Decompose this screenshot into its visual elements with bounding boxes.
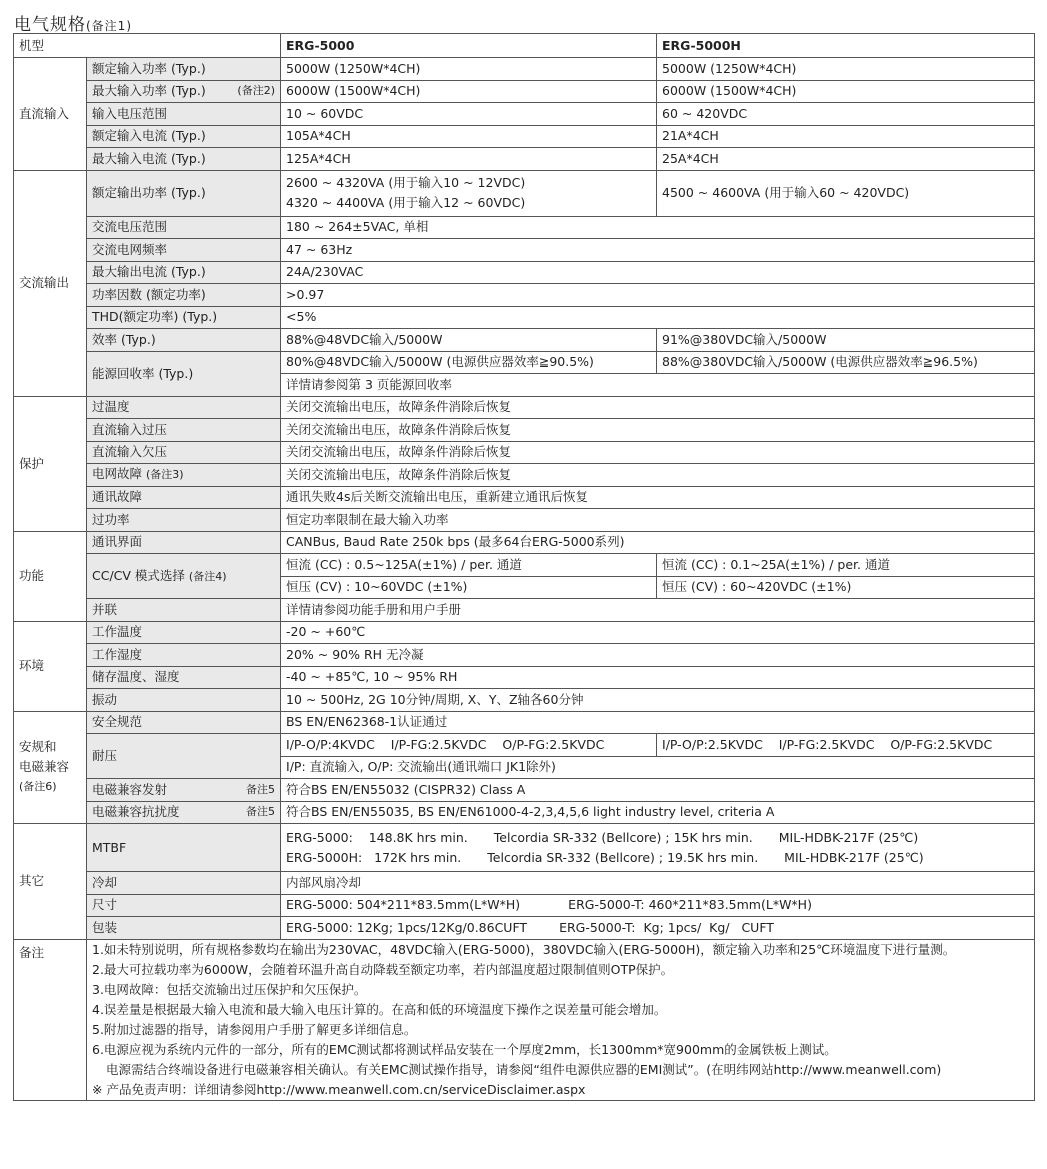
table-row [14, 284, 1035, 307]
table-row [14, 80, 1035, 103]
category-dc-input: 直流输入 [14, 58, 87, 171]
value-shared: 47 ~ 63Hz [281, 239, 1035, 262]
row-label: 工作湿度 [87, 644, 281, 667]
value-model-1: 5000W (1250W*4CH) [281, 58, 657, 81]
row-label: 输入电压范围 [87, 103, 281, 126]
value-shared: 24A/230VAC [281, 261, 1035, 284]
table-row [14, 621, 1035, 644]
page-title [14, 10, 132, 35]
row-label: 交流电网频率 [87, 239, 281, 262]
row-label: 并联 [87, 599, 281, 622]
value-model-1: 125A*4CH [281, 148, 657, 171]
value-shared: 10 ~ 500Hz, 2G 10分钟/周期, X、Y、Z轴各60分钟 [281, 689, 1035, 712]
note-6-continued: 电源需结合终端设备进行电磁兼容相关确认。有关EMC测试操作指导，请参阅“组件电源供应器的EMI测试”。(在明纬网站http://www.meanwell.com) [106, 1061, 942, 1077]
table-row [14, 396, 1035, 419]
note-tag: (备注3) [146, 468, 184, 482]
value-shared: 内部风扇冷却 [281, 872, 1035, 895]
value-shared: ERG-5000: 12Kg; 1pcs/12Kg/0.86CUFT ERG-5000-T: Kg; 1pcs/ Kg/ CUFT [281, 917, 1035, 940]
category-others: 其它 [14, 824, 87, 940]
table-row [14, 261, 1035, 284]
row-label: 尺寸 [87, 894, 281, 917]
category-environment: 环境 [14, 621, 87, 711]
table-row [14, 779, 1035, 802]
category-protection: 保护 [14, 396, 87, 531]
value-model-1: 2600 ~ 4320VA (用于输入10 ~ 12VDC) 4320 ~ 4400VA (用于输入12 ~ 60VDC) [281, 170, 657, 216]
value-model-2: 6000W (1500W*4CH) [657, 80, 1035, 103]
row-label: 储存温度、湿度 [87, 666, 281, 689]
value-shared: I/P: 直流输入, O/P: 交流输出(通讯端口 JK1除外) [281, 756, 1035, 779]
table-row [14, 125, 1035, 148]
row-label: 工作温度 [87, 621, 281, 644]
row-label: 最大输出电流 (Typ.) [87, 261, 281, 284]
note-5: 5.附加过滤器的指导，请参阅用户手册了解更多详细信息。 [92, 1021, 417, 1037]
header-label: 机型 [14, 34, 281, 58]
header-model-2: ERG-5000H [657, 34, 1035, 58]
value-model-2: 5000W (1250W*4CH) [657, 58, 1035, 81]
row-label: 振动 [87, 689, 281, 712]
table-row [14, 486, 1035, 509]
value-shared: 详情请参阅功能手册和用户手册 [281, 599, 1035, 622]
note-6: 6.电源应视为系统内元件的一部分，所有的EMC测试都将测试样品安装在一个厚度2mm，长1300mm*宽900mm的金属铁板上测试。 [92, 1041, 837, 1057]
table-row [14, 599, 1035, 622]
table-row [14, 509, 1035, 532]
value-shared: 详情请参阅第 3 页能源回收率 [281, 374, 1035, 397]
table-row [14, 917, 1035, 940]
row-label: 额定输入功率 (Typ.) [87, 58, 281, 81]
value-model-2: 25A*4CH [657, 148, 1035, 171]
table-row [14, 531, 1035, 554]
table-row [14, 824, 1035, 872]
row-label: 包装 [87, 917, 281, 940]
note-4: 4.误差量是根据最大输入电流和最大输入电压计算的。在高和低的环境温度下操作之误差量可能会增加。 [92, 1001, 667, 1017]
table-row [14, 306, 1035, 329]
row-label: 交流电压范围 [87, 216, 281, 239]
value-shared: -20 ~ +60℃ [281, 621, 1035, 644]
row-label: 最大输入功率 (Typ.) (备注2) [87, 80, 281, 103]
value-model-1: 80%@48VDC输入/5000W (电源供应器效率≧90.5%) [281, 351, 657, 374]
notes-row [14, 939, 1035, 1100]
row-label: 通讯故障 [87, 486, 281, 509]
note-1: 1.如未特别说明，所有规格参数均在输出为230VAC，48VDC输入(ERG-5000)，380VDC输入(ERG-5000H)，额定输入功率和25℃环境温度下进行量测。 [92, 941, 956, 957]
row-label: 安全规范 [87, 711, 281, 734]
notes-content [87, 939, 1035, 1100]
row-label: MTBF [87, 824, 281, 872]
table-row [14, 148, 1035, 171]
value-shared: 关闭交流输出电压，故障条件消除后恢复 [281, 396, 1035, 419]
value-model-2: 4500 ~ 4600VA (用于输入60 ~ 420VDC) [657, 170, 1035, 216]
row-label: 直流输入欠压 [87, 441, 281, 464]
table-row [14, 689, 1035, 712]
row-label: 效率 (Typ.) [87, 329, 281, 352]
value-shared: CANBus, Baud Rate 250k bps (最多64台ERG-5000系列) [281, 531, 1035, 554]
value-shared: 恒定功率限制在最大输入功率 [281, 509, 1035, 532]
disclaimer: ※ 产品免责声明：详细请参阅http://www.meanwell.com.cn/serviceDisclaimer.aspx [92, 1081, 586, 1097]
value-shared: ERG-5000: 148.8K hrs min. Telcordia SR-332 (Bellcore) ; 15K hrs min. MIL-HDBK-217F (25℃) ERG-5000H: 172K hrs min. Telcordia SR-332 (Bellcore) ; 19.5K hrs min. MIL-HDBK-217F (25℃) [281, 824, 1035, 872]
table-row [14, 58, 1035, 81]
value-shared: 关闭交流输出电压，故障条件消除后恢复 [281, 441, 1035, 464]
value-model-1: 88%@48VDC输入/5000W [281, 329, 657, 352]
table-row [14, 170, 1035, 216]
row-label: 耐压 [87, 734, 281, 779]
value-model-1: 恒流 (CC) : 0.5~125A(±1%) / per. 通道 [281, 554, 657, 577]
value-model-2: I/P-O/P:2.5KVDC I/P-FG:2.5KVDC O/P-FG:2.5KVDC [657, 734, 1035, 757]
note-tag: (备注4) [188, 569, 227, 583]
row-label: 电网故障 (备注3) [87, 464, 281, 487]
value-shared: <5% [281, 306, 1035, 329]
value-model-2: 91%@380VDC输入/5000W [657, 329, 1035, 352]
table-row [14, 644, 1035, 667]
row-label: 直流输入过压 [87, 419, 281, 442]
table-row [14, 554, 1035, 577]
header-row [14, 34, 1035, 58]
table-row [14, 419, 1035, 442]
value-shared: 符合BS EN/EN55035, BS EN/EN61000-4-2,3,4,5,6 light industry level, criteria A [281, 801, 1035, 824]
row-label: 额定输出功率 (Typ.) [87, 170, 281, 216]
row-label: 功率因数 (额定功率) [87, 284, 281, 307]
title-main: 电气规格 [14, 15, 86, 35]
spec-table [13, 33, 1035, 1101]
value-shared: 关闭交流输出电压，故障条件消除后恢复 [281, 419, 1035, 442]
table-row [14, 734, 1035, 757]
value-shared: 通讯失败4s后关断交流输出电压，重新建立通讯后恢复 [281, 486, 1035, 509]
value-shared: >0.97 [281, 284, 1035, 307]
category-function: 功能 [14, 531, 87, 621]
value-shared: 180 ~ 264±5VAC, 单相 [281, 216, 1035, 239]
note-tag: (备注2) [237, 84, 276, 98]
row-label: 电磁兼容抗扰度 备注5 [87, 801, 281, 824]
value-model-2: 60 ~ 420VDC [657, 103, 1035, 126]
row-label: 冷却 [87, 872, 281, 895]
table-row [14, 894, 1035, 917]
value-shared: 符合BS EN/EN55032 (CISPR32) Class A [281, 779, 1035, 802]
value-model-1: 10 ~ 60VDC [281, 103, 657, 126]
value-model-2: 恒流 (CC) : 0.1~25A(±1%) / per. 通道 [657, 554, 1035, 577]
row-label: 过温度 [87, 396, 281, 419]
note-2: 2.最大可拉载功率为6000W，会随着环温升高自动降载至额定功率，若内部温度超过限制值则OTP保护。 [92, 961, 674, 977]
row-label: 额定输入电流 (Typ.) [87, 125, 281, 148]
row-label: CC/CV 模式选择 (备注4) [87, 554, 281, 599]
table-row [14, 216, 1035, 239]
table-row [14, 103, 1035, 126]
category-ac-output: 交流输出 [14, 170, 87, 396]
header-model-1: ERG-5000 [281, 34, 657, 58]
value-model-1: 恒压 (CV) : 10~60VDC (±1%) [281, 576, 657, 599]
row-label: 最大输入电流 (Typ.) [87, 148, 281, 171]
value-shared: BS EN/EN62368-1认证通过 [281, 711, 1035, 734]
note-tag: 备注5 [246, 805, 276, 819]
value-model-2: 21A*4CH [657, 125, 1035, 148]
value-model-1: 6000W (1500W*4CH) [281, 80, 657, 103]
table-row [14, 666, 1035, 689]
row-label: 电磁兼容发射 备注5 [87, 779, 281, 802]
row-label: 过功率 [87, 509, 281, 532]
table-row [14, 801, 1035, 824]
note-tag: 备注5 [246, 782, 276, 796]
category-notes: 备注 [14, 939, 87, 1100]
value-model-2: 88%@380VDC输入/5000W (电源供应器效率≧96.5%) [657, 351, 1035, 374]
value-shared: ERG-5000: 504*211*83.5mm(L*W*H) ERG-5000-T: 460*211*83.5mm(L*W*H) [281, 894, 1035, 917]
title-note: (备注1) [86, 19, 132, 33]
value-shared: -40 ~ +85℃, 10 ~ 95% RH [281, 666, 1035, 689]
row-label: 通讯界面 [87, 531, 281, 554]
value-model-1: 105A*4CH [281, 125, 657, 148]
note-3: 3.电网故障：包括交流输出过压保护和欠压保护。 [92, 981, 367, 997]
row-label: 能源回收率 (Typ.) [87, 351, 281, 396]
table-row [14, 711, 1035, 734]
value-model-1: I/P-O/P:4KVDC I/P-FG:2.5KVDC O/P-FG:2.5KVDC [281, 734, 657, 757]
table-row [14, 464, 1035, 487]
table-row [14, 441, 1035, 464]
table-row [14, 351, 1035, 374]
table-row [14, 239, 1035, 262]
value-shared: 20% ~ 90% RH 无冷凝 [281, 644, 1035, 667]
value-shared: 关闭交流输出电压，故障条件消除后恢复 [281, 464, 1035, 487]
table-row [14, 872, 1035, 895]
value-model-2: 恒压 (CV) : 60~420VDC (±1%) [657, 576, 1035, 599]
row-label: THD(额定功率) (Typ.) [87, 306, 281, 329]
table-row [14, 329, 1035, 352]
category-safety-emc: 安规和 电磁兼容 (备注6) [14, 711, 87, 824]
